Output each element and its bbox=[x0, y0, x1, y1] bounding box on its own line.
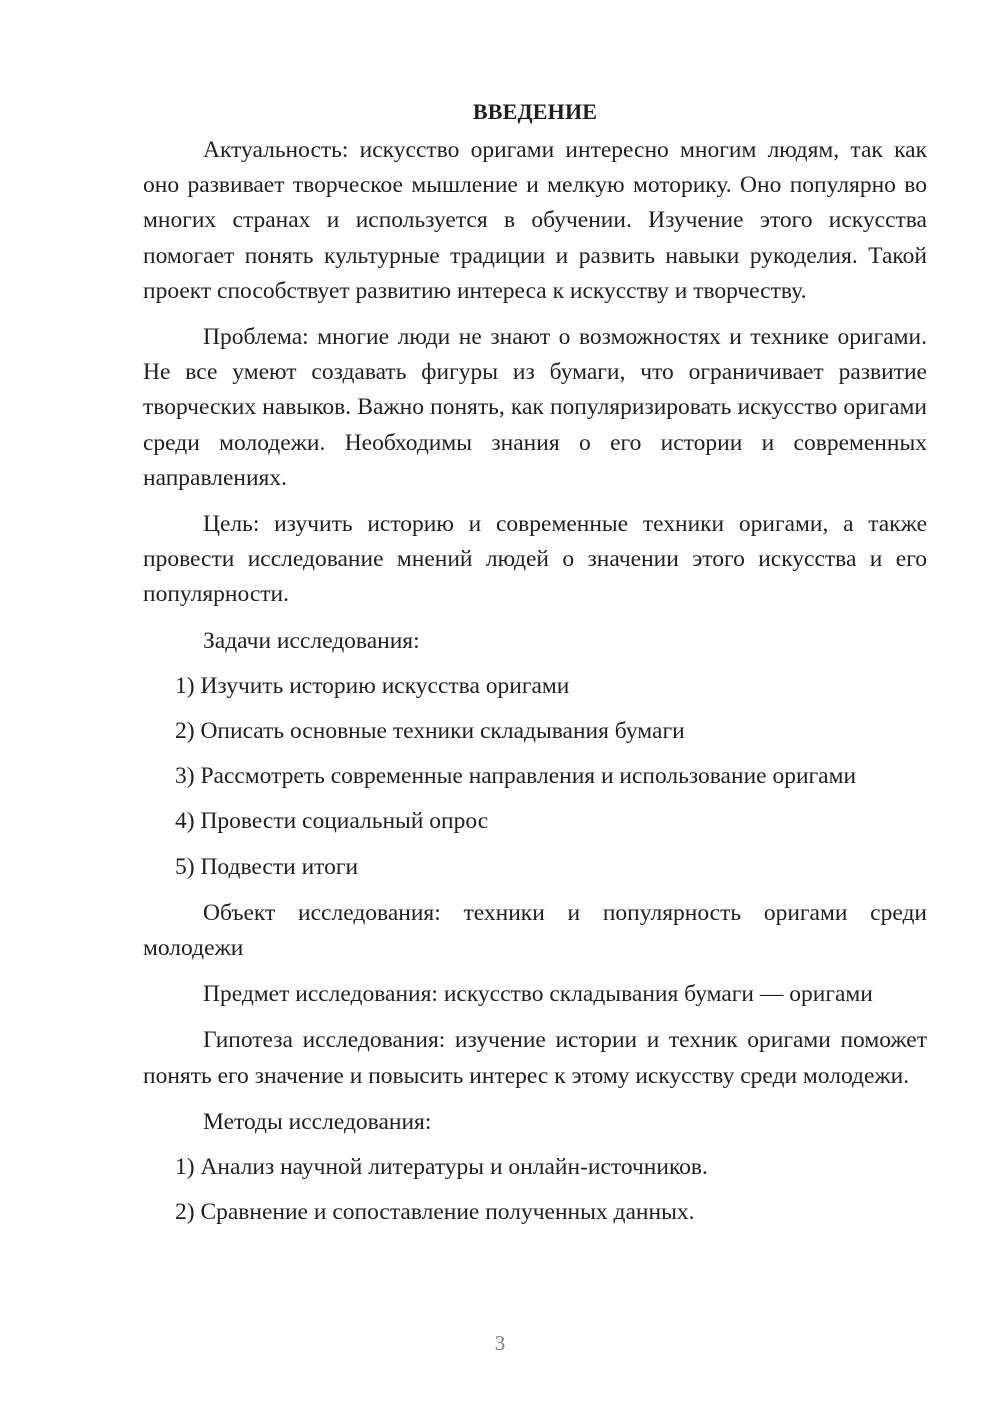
method-item: 1) Анализ научной литературы и онлайн-источников. bbox=[175, 1154, 708, 1181]
task-item: 4) Провести социальный опрос bbox=[175, 808, 489, 835]
page-title: ВВЕДЕНИЕ bbox=[472, 99, 598, 124]
hypothesis-paragraph: Гипотеза исследования: изучение истории и техник оригами поможет понять его значение и повысить интерес к этому искусству среди молодежи. bbox=[143, 1027, 927, 1089]
tasks-heading: Задачи исследования: bbox=[203, 627, 420, 654]
relevance-paragraph: Актуальность: искусство оригами интересно многим людям, так как оно развивает творческое мышление и мелкую моторику. Оно популярно во многих странах и используется в обучении. Изучение этого искусства помогает понять культурные традиции и развить навыки рукоделия. Такой проект способствует развитию интереса к искусству и творчеству. bbox=[143, 137, 927, 304]
task-item: 3) Рассмотреть современные направления и использование оригами bbox=[175, 763, 857, 790]
task-item: 1) Изучить историю искусства оригами bbox=[175, 672, 570, 699]
page-content bbox=[143, 94, 927, 1230]
object-paragraph: Объект исследования: техники и популярность оригами среди молодежи bbox=[143, 899, 927, 962]
task-item: 5) Подвести итоги bbox=[175, 853, 359, 880]
page-number: 3 bbox=[494, 1331, 506, 1355]
method-item: 2) Сравнение и сопоставление полученных данных. bbox=[175, 1199, 695, 1226]
problem-paragraph: Проблема: многие люди не знают о возможностях и технике оригами. Не все умеют создавать фигуры из бумаги, что ограничивает развитие творческих навыков. Важно понять, как популяризировать искусство оригами среди молодежи. Необходимы знания о его истории и современных направлениях. bbox=[143, 324, 927, 491]
goal-paragraph: Цель: изучить историю и современные техники оригами, а также провести исследование мнений людей о значении этого искусства и его популярности. bbox=[143, 511, 927, 608]
subject-paragraph: Предмет исследования: искусство складывания бумаги — оригами bbox=[203, 981, 873, 1008]
task-item: 2) Описать основные техники складывания бумаги bbox=[175, 718, 685, 745]
methods-heading: Методы исследования: bbox=[203, 1108, 432, 1135]
